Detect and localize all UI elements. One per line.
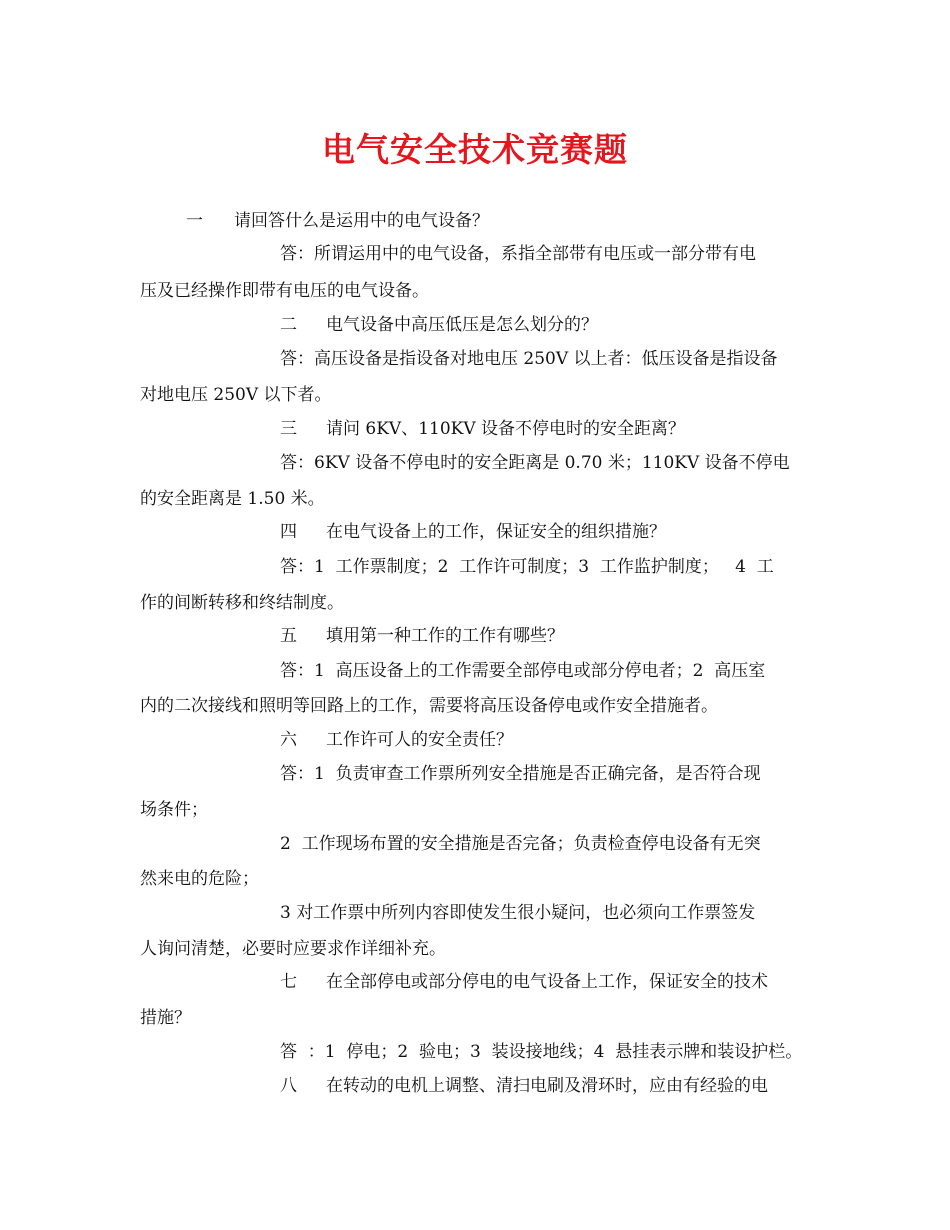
question-number: 六 <box>280 730 297 750</box>
question-line <box>280 970 768 994</box>
answer-line: 答：1 负责审查工作票所列安全措施是否正确完备，是否符合现 <box>280 764 761 784</box>
answer-line: 对地电压 250V 以下者。 <box>140 385 332 405</box>
answer-line: 人询问清楚，必要时应要求作详细补充。 <box>140 939 446 959</box>
answer-line: 的安全距离是 1.50 米。 <box>140 489 325 509</box>
answer-line: 2 工作现场布置的安全措施是否完备；负责检查停电设备有无突 <box>280 834 761 854</box>
answer-line: 压及已经操作即带有电压的电气设备。 <box>140 281 429 301</box>
answer-line: 3 对工作票中所列内容即使发生很小疑问，也必须向工作票签发 <box>280 903 756 923</box>
answer-line: 作的间断转移和终结制度。 <box>140 593 344 613</box>
question-text: 电气设备中高压低压是怎么划分的？ <box>326 315 598 335</box>
question-text: 请问 6KV、110KV 设备不停电时的安全距离？ <box>326 419 686 439</box>
question-text: 填用第一种工作的工作有哪些？ <box>326 626 564 646</box>
question-line-continuation: 措施？ <box>140 1008 191 1028</box>
answer-line: 场条件； <box>140 800 208 820</box>
question-text: 在转动的电机上调整、清扫电刷及滑环时，应由有经验的电 <box>326 1076 768 1096</box>
question-number: 二 <box>280 315 297 335</box>
question-number: 五 <box>280 626 297 646</box>
question-text: 在电气设备上的工作，保证安全的组织措施？ <box>326 522 666 542</box>
answer-line: 然来电的危险； <box>140 869 259 889</box>
question-number: 八 <box>280 1076 297 1096</box>
question-line <box>280 520 666 544</box>
answer-line: 答：1 工作票制度；2 工作许可制度；3 工作监护制度； 4 工 <box>280 557 774 577</box>
question-number: 一 <box>186 211 203 231</box>
question-line <box>280 1074 768 1098</box>
answer-line: 答：高压设备是指设备对地电压 250V 以上者：低压设备是指设备 <box>280 349 778 369</box>
question-line <box>280 624 564 648</box>
question-line <box>280 417 685 441</box>
answer-line: 内的二次接线和照明等回路上的工作，需要将高压设备停电或作安全措施者。 <box>140 696 718 716</box>
question-line <box>186 209 489 233</box>
question-number: 七 <box>280 972 297 992</box>
question-number: 四 <box>280 522 297 542</box>
answer-line: 答：6KV 设备不停电时的安全距离是 0.70 米；110KV 设备不停电 <box>280 453 790 473</box>
answer-line: 答：1 高压设备上的工作需要全部停电或部分停电者；2 高压室 <box>280 661 766 681</box>
document-title: 电气安全技术竞赛题 <box>322 130 628 169</box>
question-line <box>280 728 513 752</box>
question-number: 三 <box>280 419 297 439</box>
answer-line: 答 ：1 停电；2 验电；3 装设接地线；4 悬挂表示牌和装设护栏。 <box>280 1042 803 1062</box>
question-line <box>280 313 598 337</box>
question-text: 请回答什么是运用中的电气设备？ <box>234 211 489 231</box>
question-text: 工作许可人的安全责任？ <box>326 730 513 750</box>
question-text: 在全部停电或部分停电的电气设备上工作，保证安全的技术 <box>326 972 768 992</box>
answer-line: 答：所谓运用中的电气设备，系指全部带有电压或一部分带有电 <box>280 244 756 264</box>
